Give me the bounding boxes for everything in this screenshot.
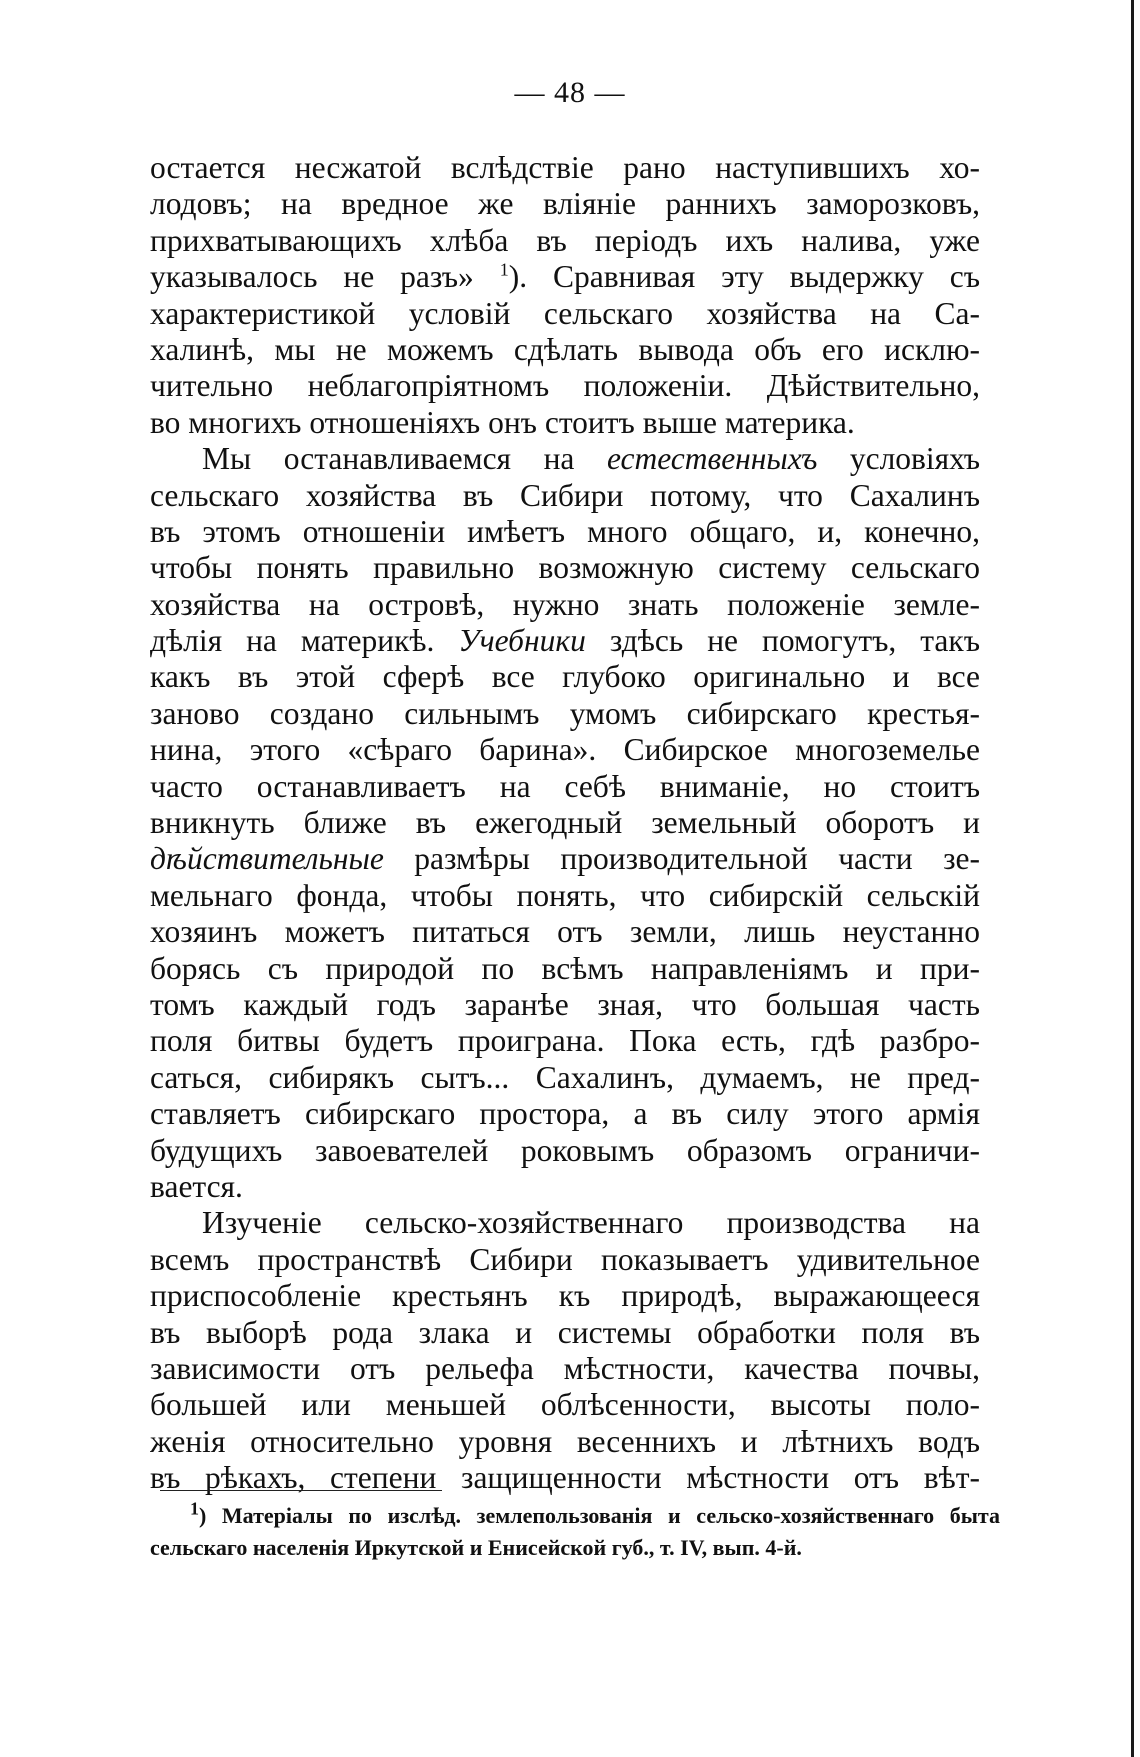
text-line: вникнуть ближе въ ежегодный земельный оборотъ и [150, 805, 980, 841]
text-line: чительно неблагопріятномъ положеніи. Дѣйствительно, [150, 368, 980, 404]
italic-emphasis: естественныхъ [606, 441, 818, 477]
text-line: лодовъ; на вредное же вліяніе раннихъ заморозковъ, [150, 186, 980, 222]
text-line: часто останавливаетъ на себѣ вниманіе, но стоитъ [150, 768, 980, 804]
text-segment: условіяхъ [817, 441, 980, 477]
text-line: халинѣ, мы не можемъ сдѣлать вывода объ его исклю- [150, 331, 980, 367]
text-segment: здѣсь не помогутъ, такъ [585, 623, 980, 659]
text-line: сельскаго хозяйства въ Сибири потому, что Сахалинъ [150, 477, 980, 513]
text-segment: дѣлія на материкѣ. [150, 623, 459, 659]
text-line: въ рѣкахъ, степени защищенности мѣстности отъ вѣт- [150, 1460, 980, 1496]
text-line: борясь съ природой по всѣмъ направленіямъ и при- [150, 950, 980, 986]
text-line: всемъ пространствѣ Сибири показываетъ удивительное [150, 1241, 980, 1277]
text-segment: ). Сравнивая эту выдержку съ [508, 259, 980, 295]
text-line: нина, этого «сѣраго барина». Сибирское многоземелье [150, 732, 980, 768]
text-line: во многихъ отношеніяхъ онъ стоитъ выше материка. [150, 404, 855, 440]
text-line: томъ каждый годъ заранѣе зная, что большая часть [150, 986, 980, 1022]
paragraph-2 [150, 441, 980, 1205]
text-line: въ выборѣ рода злака и системы обработки поля въ [150, 1314, 980, 1350]
text-segment: указывалось не разъ» [150, 259, 500, 295]
text-line [150, 259, 980, 295]
italic-emphasis: Учебники [458, 623, 586, 659]
italic-emphasis: дѣйствительные [150, 841, 384, 877]
body-text [150, 150, 980, 1496]
text-line: мельнаго фонда, чтобы понять, что сибирскій сельскій [150, 877, 980, 913]
text-line: большей или меньшей облѣсенности, высоты поло- [150, 1387, 980, 1423]
text-line [150, 841, 980, 877]
text-line: прихватывающихъ хлѣба въ періодъ ихъ налива, уже [150, 222, 980, 258]
footnote-line [150, 1500, 1000, 1532]
paragraph-1 [150, 150, 980, 441]
text-line [150, 623, 980, 659]
text-line: чтобы понять правильно возможную систему сельскаго [150, 550, 980, 586]
text-line: хозяинъ можетъ питаться отъ земли, лишь неустанно [150, 914, 980, 950]
text-line [150, 441, 980, 477]
text-line: женія относительно уровня весеннихъ и лѣтнихъ водъ [150, 1423, 980, 1459]
text-line: приспособленіе крестьянъ къ природѣ, выражающееся [150, 1278, 980, 1314]
text-segment: Мы останавливаемся на [202, 441, 607, 477]
text-line: зависимости отъ рельефа мѣстности, качества почвы, [150, 1350, 980, 1386]
footnote-line: сельскаго населенія Иркутской и Енисейской губ., т. IV, вып. 4-й. [150, 1535, 802, 1560]
text-line: остается несжатой вслѣдствіе рано наступившихъ хо- [150, 150, 980, 185]
footnote-marker: 1 [190, 1498, 199, 1519]
page-edge [1131, 0, 1134, 1757]
text-line: хозяйства на островѣ, нужно знать положеніе земле- [150, 586, 980, 622]
footnote-reference: 1 [499, 259, 509, 280]
text-line: какъ въ этой сферѣ все глубоко оригинально и все [150, 659, 980, 695]
text-line: будущихъ завоевателей роковымъ образомъ ограничи- [150, 1132, 980, 1168]
text-line: характеристикой условій сельскаго хозяйства на Са- [150, 295, 980, 331]
paragraph-3 [150, 1205, 980, 1496]
footnote-text: ) Матеріалы по изслѣд. землепользованія и сельско-хозяйственнаго быта [199, 1503, 1000, 1528]
text-segment: размѣры производительной части зе- [383, 841, 980, 877]
footnote-divider [160, 1490, 442, 1491]
text-line: Изученіе сельско-хозяйственнаго производства на [202, 1205, 980, 1241]
text-line: саться, сибирякъ сытъ... Сахалинъ, думаемъ, не пред- [150, 1059, 980, 1095]
text-line: ставляетъ сибирскаго простора, а въ силу этого армія [150, 1096, 980, 1132]
footnote [150, 1500, 1000, 1564]
text-line: заново создано сильнымъ умомъ сибирскаго крестья- [150, 695, 980, 731]
text-line: поля битвы будетъ проиграна. Пока есть, гдѣ разбро- [150, 1023, 980, 1059]
page-number: — 48 — [514, 76, 626, 109]
text-line: въ этомъ отношеніи имѣетъ много общаго, и, конечно, [150, 513, 980, 549]
text-line: вается. [150, 1168, 243, 1204]
